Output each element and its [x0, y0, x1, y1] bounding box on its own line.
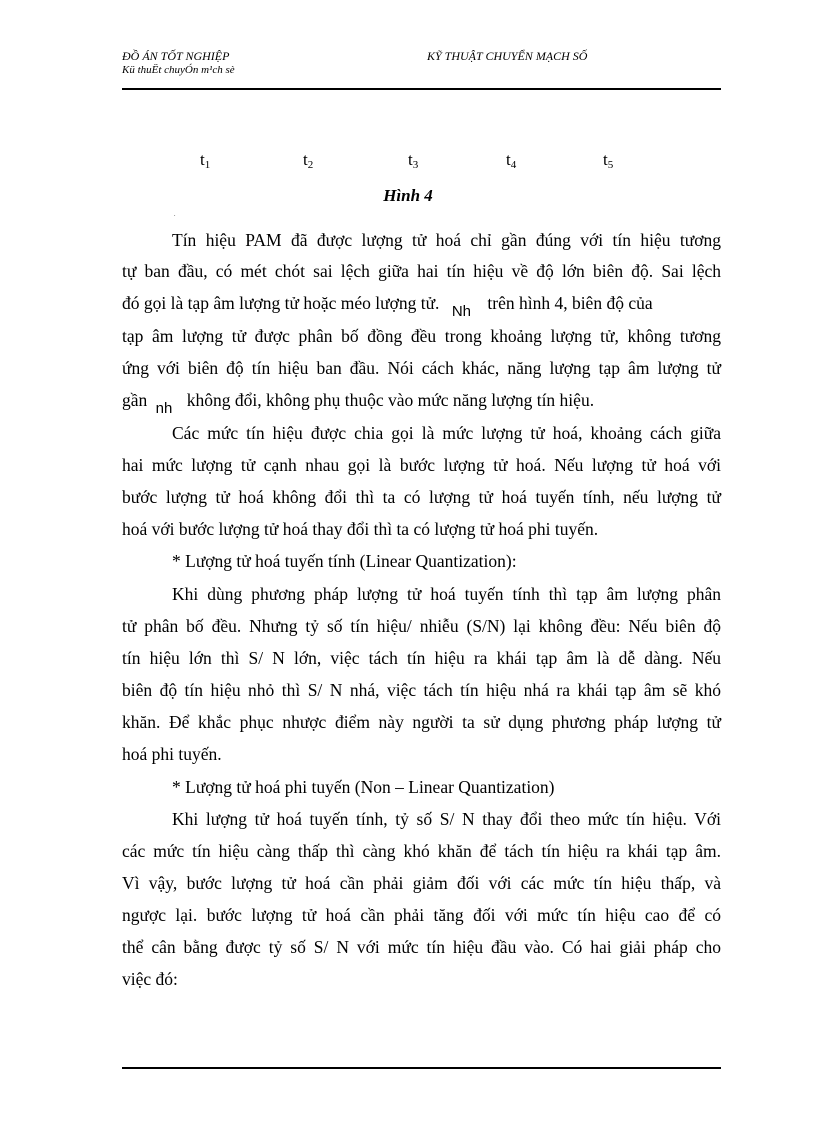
header-rule — [122, 88, 721, 90]
section-heading-nonlinear: * Lượng tử hoá phi tuyến (Non – Linear Quantization) — [172, 777, 555, 797]
text-run: không đổi, không phụ thuộc vào mức năng lượng tín hiệu. — [186, 390, 595, 410]
paragraph-line — [122, 293, 653, 320]
text-run: gần — [122, 390, 148, 410]
figure-caption: Hình 4 — [383, 186, 433, 205]
time-label: $t_4$ — [506, 150, 517, 171]
section-heading-linear: * Lượng tử hoá tuyến tính (Linear Quantization): — [172, 551, 517, 571]
paragraph-line: Tín hiệu PAM đã được lượng tử hoá chỉ gần đúng với tín hiệu tương — [172, 230, 721, 250]
header-subject: Kü thuËt chuyÓn m¹ch sè — [122, 64, 235, 76]
paragraph-line: tự ban đầu, có mét chót sai lệch giữa hai tín hiệu về độ lớn biên độ. Sai lệch — [122, 261, 721, 281]
stray-mark: . — [174, 212, 176, 218]
paragraph-line: ngược lại. bước lượng tử hoá cần phải tăng đối với mức tín hiệu cao để có — [122, 905, 721, 925]
paragraph-line: biên độ tín hiệu nhỏ thì S/ N nhá, việc tách tín hiệu nhá ra khái tạp âm sẽ khó — [122, 680, 721, 700]
formula-image: nh — [155, 400, 173, 417]
paragraph-line: Khi dùng phương pháp lượng tử hoá tuyến tính thì tạp âm lượng phân — [172, 584, 721, 604]
paragraph-line: việc đó: — [122, 969, 178, 989]
footer-rule — [122, 1067, 721, 1069]
text-run: đó gọi là tạp âm lượng tử hoặc méo lượng tử. — [122, 293, 440, 313]
paragraph-line: bước lượng tử hoá không đổi thì ta có lượng tử hoá tuyến tính, nếu lượng tử — [122, 487, 721, 507]
time-label: $t_1$ — [200, 150, 211, 171]
paragraph-line: tử phân bố đều. Nhưng tỷ số tín hiệu/ nhiễu (S/N) lại không đều: Nếu biên độ — [122, 616, 721, 636]
paragraph-line: Vì vậy, bước lượng tử hoá cần phải giảm đối với các mức tín hiệu thấp, và — [122, 873, 721, 893]
paragraph-line: Các mức tín hiệu được chia gọi là mức lượng tử hoá, khoảng cách giữa — [172, 423, 721, 443]
time-label: $t_2$ — [303, 150, 314, 171]
paragraph-line: hai mức lượng tử cạnh nhau gọi là bước lượng tử hoá. Nếu lượng tử hoá với — [122, 455, 721, 475]
time-label: $t_5$ — [603, 150, 614, 171]
paragraph-line: hoá với bước lượng tử hoá thay đổi thì ta có lượng tử hoá phi tuyến. — [122, 519, 599, 539]
text-run: trên hình 4, biên độ của — [487, 293, 653, 313]
paragraph-line: hoá phi tuyến. — [122, 744, 222, 764]
paragraph-line — [122, 390, 595, 417]
paragraph-line: thể cân bằng được tỷ số S/ N với mức tín hiệu đầu vào. Có hai giải pháp cho — [122, 937, 721, 957]
header-topic: KỸ THUẬT CHUYỂN MẠCH SỐ — [427, 49, 588, 63]
time-label: $t_3$ — [408, 150, 419, 171]
formula-image: Nh — [451, 303, 471, 320]
paragraph-line: Khi lượng tử hoá tuyến tính, tỷ số S/ N thay đổi theo mức tín hiệu. Với — [172, 809, 721, 829]
paragraph-line: tạp âm lượng tử được phân bố đồng đều trong khoảng lượng tử, không tương — [122, 326, 721, 346]
paragraph-line: các mức tín hiệu càng thấp thì càng khó khăn để tách tín hiệu ra khái tạp âm. — [122, 841, 721, 861]
paragraph-line: tín hiệu lớn thì S/ N lớn, việc tách tín hiệu ra khái tạp âm là dễ dàng. Nếu — [122, 648, 721, 668]
header-thesis-title: ĐỒ ÁN TỐT NGHIỆP — [122, 49, 230, 63]
paragraph-line: khăn. Để khắc phục nhược điểm này người ta sử dụng phương pháp lượng tử — [122, 712, 721, 732]
paragraph-line: ứng với biên độ tín hiệu ban đầu. Nói cách khác, năng lượng tạp âm lượng tử — [122, 358, 721, 378]
